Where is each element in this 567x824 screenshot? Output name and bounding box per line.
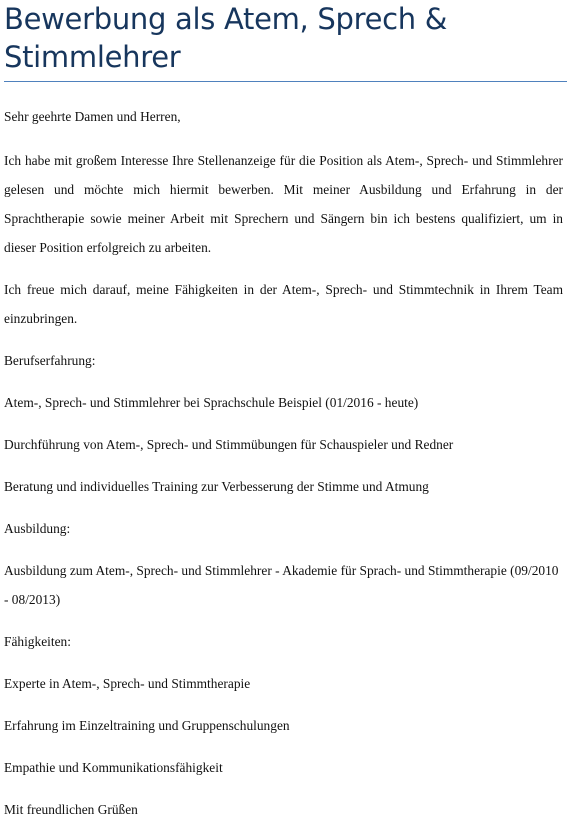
title-underline	[4, 81, 567, 82]
experience-item: Beratung und individuelles Training zur Verbesserung der Stimme und Atmung	[4, 479, 429, 494]
skills-heading: Fähigkeiten:	[4, 634, 71, 649]
letter-body	[4, 102, 563, 824]
education-heading: Ausbildung:	[4, 521, 71, 536]
skill-item: Empathie und Kommunikationsfähigkeit	[4, 760, 223, 775]
salutation: Sehr geehrte Damen und Herren,	[4, 109, 181, 124]
skill-item: Experte in Atem-, Sprech- und Stimmtherapie	[4, 676, 251, 691]
skill-item: Erfahrung im Einzeltraining und Gruppenschulungen	[4, 718, 290, 733]
closing: Mit freundlichen Grüßen	[4, 802, 138, 817]
intro-paragraph: Ich habe mit großem Interesse Ihre Stellenanzeige für die Position als Atem-, Sprech- und Stimmlehrer gelesen und möchte mich hiermit bewerben. Mit meiner Ausbildung und Erfahrung in der Sprachtherapie sowie meiner Arbeit mit Sprechern und Sängern bin ich bestens qualifiziert, um in dieser Position erfolgreich zu arbeiten.	[4, 153, 563, 255]
experience-item: Atem-, Sprech- und Stimmlehrer bei Sprachschule Beispiel (01/2016 - heute)	[4, 395, 419, 410]
motivation-paragraph: Ich freue mich darauf, meine Fähigkeiten in der Atem-, Sprech- und Stimmtechnik in Ihrem Team einzubringen.	[4, 282, 563, 326]
experience-heading: Berufserfahrung:	[4, 353, 96, 368]
education-item: Ausbildung zum Atem-, Sprech- und Stimmlehrer - Akademie für Sprach- und Stimmtherapie (09/2010 - 08/2013)	[4, 563, 559, 607]
experience-item: Durchführung von Atem-, Sprech- und Stimmübungen für Schauspieler und Redner	[4, 437, 454, 452]
document-title: Bewerbung als Atem, Sprech & Stimmlehrer	[4, 2, 448, 74]
